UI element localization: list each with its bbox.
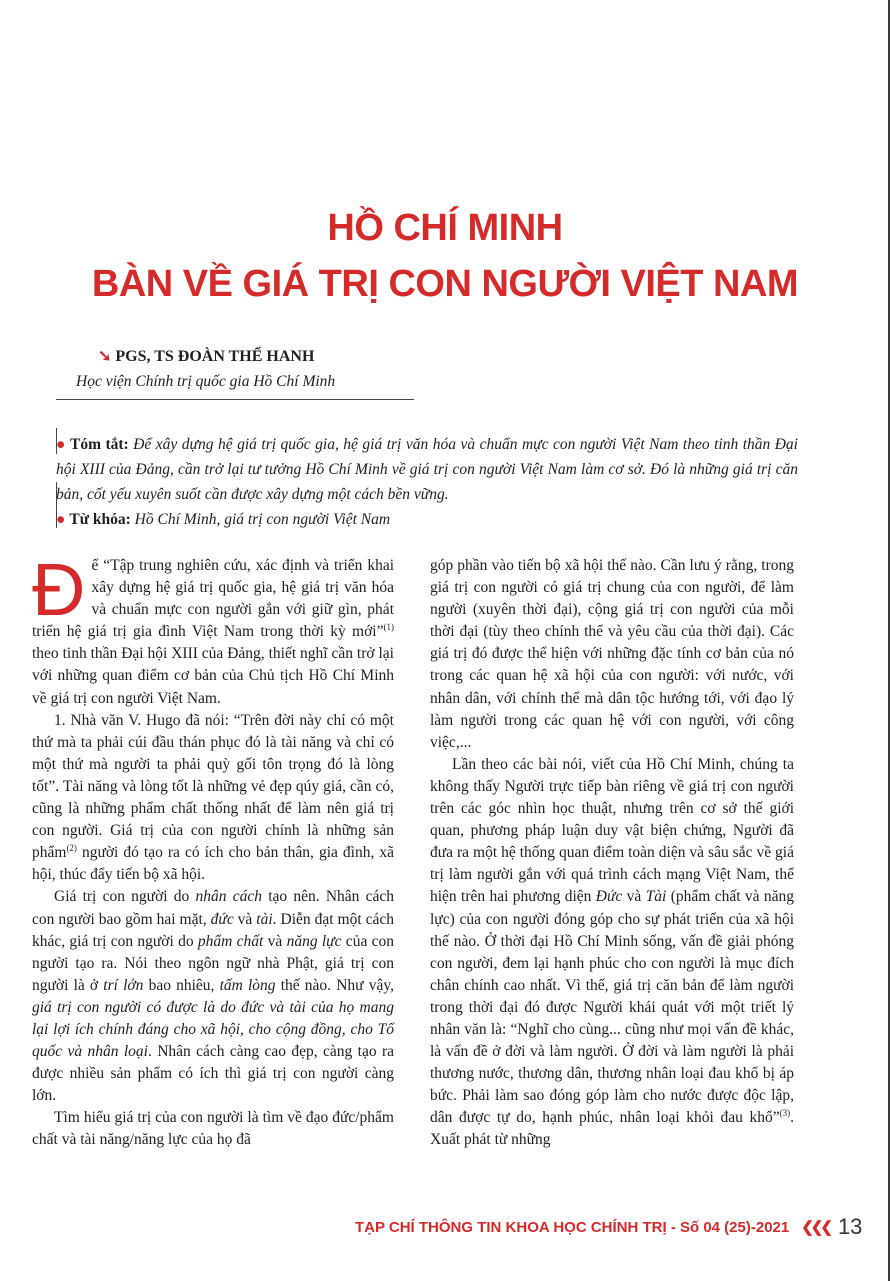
text-run: ể “Tập trung nghiên cứu, xác định và triển khai xây dựng hệ giá trị quốc gia, hệ giá trị văn hóa và chuẩn mực con người gắn với giữ gìn, phát triển hệ giá trị gia đình Việt Nam trong thời kỳ mới” — [32, 557, 394, 641]
keywords-paragraph — [56, 507, 798, 532]
body-column-left — [32, 548, 395, 1152]
emphasis: Đức — [595, 888, 623, 906]
abstract-text: Để xây dựng hệ giá trị quốc gia, hệ giá trị văn hóa và chuẩn mực con người Việt Nam theo tinh thần Đại hội XIII của Đảng, cần trở lại tư tưởng Hồ Chí Minh về giá trị con người Việt Nam làm cơ sở. Đó là những giá trị căn bản, cốt yếu xuyên suốt cần được xây dựng một cách bền vững. — [56, 436, 798, 503]
title-line-1: HỒ CHÍ MINH — [327, 207, 563, 249]
drop-cap: Đ — [32, 548, 86, 631]
title-line-2: BÀN VỀ GIÁ TRỊ CON NGƯỜI VIỆT NAM — [91, 263, 799, 305]
footnote-ref-2: (2) — [66, 843, 77, 854]
text-run: của con người tạo ra. Nói theo ngôn ngữ nhà Phật, giá trị con người là ở — [32, 932, 394, 994]
emphasis: phẩm chất — [197, 932, 264, 950]
body-paragraph-4: Tìm hiểu giá trị của con người là tìm về đạo đức/phẩm chất và tài năng/năng lực của họ đã — [32, 1109, 394, 1149]
text-run: và — [263, 932, 287, 950]
abstract-block — [56, 432, 798, 532]
body-paragraph-4-continued: góp phần vào tiến bộ xã hội thế nào. Cần lưu ý rằng, trong giá trị con người có giá trị chung của con người, để làm người (xuyên thời đại), cộng giá trị con người của mỗi thời đại (tùy theo chính thể và yêu cầu của thời đại). Các giá trị đó được thể hiện với những đặc tính cơ bản của nó trong các quan hệ xã hội của con người: với nước, với nhân dân, với chính thể mà dân tộc hướng tới, với đạo lý làm người trong các quan hệ với con người, với công việc,... — [430, 557, 794, 751]
emphasis: đức — [210, 910, 234, 928]
chevron-left-icon: ❮❮❮ — [801, 1219, 830, 1236]
text-run: người đó tạo ra có ích cho bản thân, gia đình, xã hội, thúc đẩy tiến bộ xã hội. — [32, 844, 394, 884]
author-affiliation: Học viện Chính trị quốc gia Hồ Chí Minh — [76, 373, 336, 390]
body-paragraph-3 — [32, 886, 394, 1107]
body-paragraph-1 — [32, 548, 394, 710]
page-number: 13 — [837, 1214, 863, 1239]
author-name: PGS, TS ĐOÀN THẾ HANH — [115, 348, 315, 365]
emphasis: nhân cách — [195, 888, 262, 906]
keywords-text: Hồ Chí Minh, giá trị con người Việt Nam — [134, 511, 391, 528]
emphasis: tài — [256, 910, 273, 928]
emphasis: Tài — [645, 888, 667, 906]
author-marker-icon: ➘ — [98, 348, 112, 365]
page-footer — [355, 1214, 862, 1240]
article-title — [0, 200, 890, 312]
emphasis: năng lực — [286, 932, 342, 950]
emphasis: giá trị con người có được là do đức và tài của họ mang lại lợi ích chính đáng cho xã hội, cho cộng đồng, cho Tổ quốc và nhân loại — [32, 998, 394, 1061]
text-run: bao nhiêu, — [143, 976, 220, 994]
body-column-right — [430, 555, 794, 1152]
text-run: theo tinh thần Đại hội XIII của Đảng, thiết nghĩ cần trở lại với những quan điểm cơ bản của Chủ tịch Hồ Chí Minh về giá trị con người Việt Nam. — [32, 645, 394, 707]
body-paragraph-5 — [430, 754, 794, 1152]
text-run: thế nào. Như vậy, — [275, 976, 394, 994]
text-run: . Xuất phát từ những — [430, 1109, 794, 1149]
text-run: Lần theo các bài nói, viết của Hồ Chí Minh, chúng ta không thấy Người trực tiếp bàn riêng về giá trị con người trên các góc nhìn học thuật, nhưng trên cơ sở thế giới quan, phương pháp luận duy vật biện chứng, Người đã đưa ra một hệ thống quan điểm toàn diện và sâu sắc về giá trị làm người gắn với quá trình cách mạng Việt Nam, thể hiện trên hai phương diện — [430, 755, 794, 906]
text-run: Giá trị con người do — [54, 888, 196, 906]
keywords-label: Từ khóa: — [69, 511, 131, 528]
text-run: và — [233, 910, 257, 928]
bullet-dot-icon: ● — [56, 436, 66, 453]
abstract-paragraph — [56, 432, 798, 507]
text-run: (phẩm chất và năng lực) của con người đóng góp cho sự phát triển của xã hội thế nào. Ở thời đại Hồ Chí Minh sống, vấn đề giải phóng con người, đem lại hạnh phúc cho con người là mục đích chân chính cao nhất. Vì thế, giá trị căn bản để làm người trong thời đại đó được Người khái quát với một triết lý nhân văn là: “Nghĩ cho cùng... cũng như mọi vấn đề khác, là vấn đề ở đời và làm người. Ở đời và làm người là phải thương nước, thương dân, thương nhân loại đau khổ bị áp bức. Phải làm sao đóng góp làm cho nước được độc lập, dân được tự do, hạnh phúc, nhân loại khỏi đau khổ” — [430, 888, 794, 1127]
text-run: . Nhân cách càng cao đẹp, càng tạo ra được nhiều sản phẩm có ích thì giá trị con người càng lớn. — [32, 1043, 394, 1105]
abstract-label: Tóm tắt: — [69, 436, 129, 453]
text-run: . Diễn đạt một cách khác, giá trị con người do — [32, 910, 394, 950]
emphasis: tấm lòng — [219, 976, 276, 994]
footnote-ref-3: (3) — [779, 1108, 791, 1119]
author-divider — [56, 399, 414, 400]
author-line — [98, 346, 314, 366]
body-paragraph-2 — [32, 710, 394, 887]
text-run: 1. Nhà văn V. Hugo đã nói: “Trên đời này chỉ có một thứ mà ta phải cúi đầu thán phục đó là tài năng và chỉ có một thứ mà người ta phải quỳ gối tôn trọng đó là lòng tốt”. Tài năng và lòng tốt là những vẻ đẹp qúy giá, cần có, cũng là những phẩm chất thống nhất để làm nên giá trị con người. Giá trị của con người chính là những sản phẩm — [32, 711, 394, 862]
bullet-dot-icon: ● — [56, 511, 66, 528]
emphasis: trí lớn — [103, 976, 144, 994]
footnote-ref-1: (1) — [383, 622, 394, 633]
text-run: tạo nên. Nhân cách con người bao gồm hai mặt, — [32, 888, 395, 928]
journal-name: TẠP CHÍ THÔNG TIN KHOA HỌC CHÍNH TRỊ - Số 04 (25)-2021 — [355, 1219, 790, 1236]
text-run: và — [622, 888, 646, 906]
